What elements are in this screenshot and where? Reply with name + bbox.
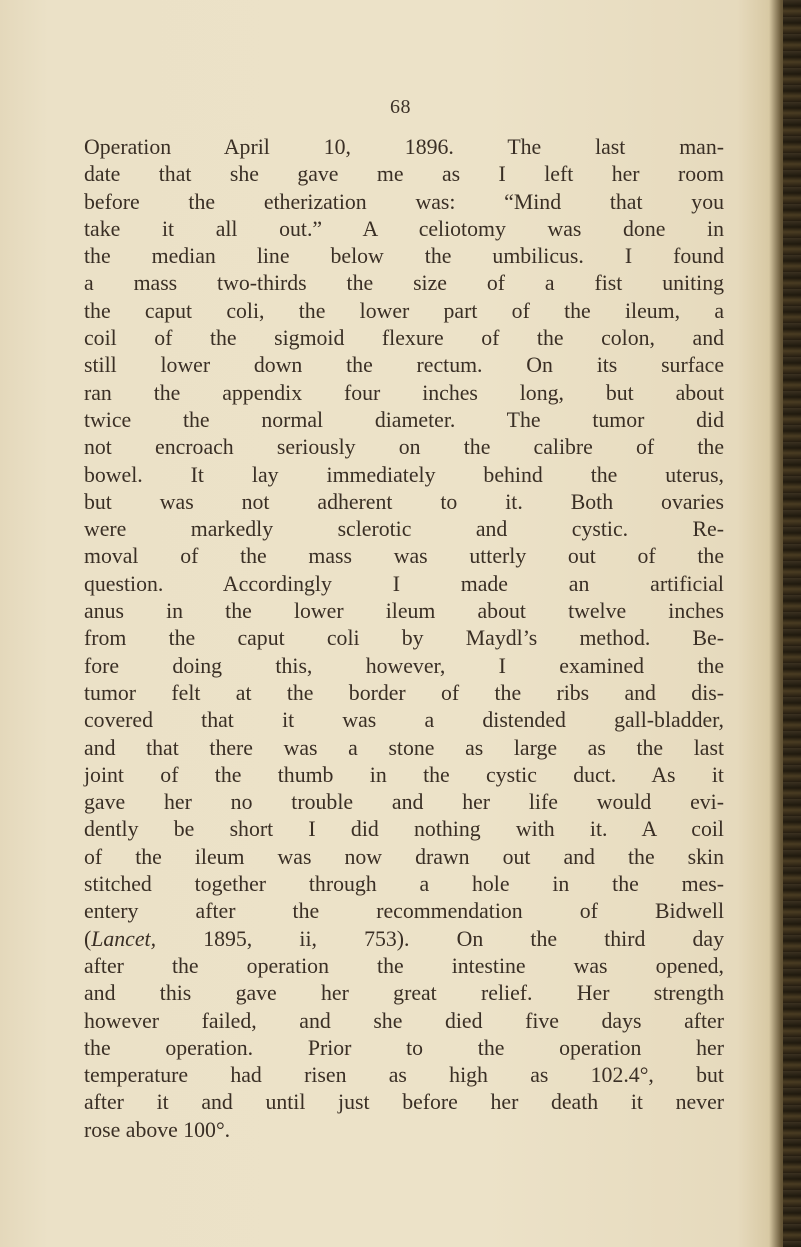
text-line: bowel. It lay immediately behind the uterus, [84, 462, 724, 487]
text-line: from the caput coli by Maydl’s method. Be- [84, 626, 724, 651]
text-line: before the etherization was: “Mind that you [84, 189, 724, 214]
text-line: question. Accordingly I made an artificial [84, 571, 724, 596]
text-line: tumor felt at the border of the ribs and dis- [84, 680, 724, 705]
text-line: twice the normal diameter. The tumor did [84, 407, 724, 432]
text-line: a mass two-thirds the size of a fist uniting [84, 271, 724, 296]
text-line: and this gave her great relief. Her strength [84, 981, 724, 1006]
citation-open-paren: ( [84, 926, 92, 951]
text-line: take it all out.” A celiotomy was done in [84, 216, 724, 241]
book-spine-edge [783, 0, 801, 1247]
text-line: ran the appendix four inches long, but about [84, 380, 724, 405]
text-line: fore doing this, however, I examined the [84, 653, 724, 678]
text-line: however failed, and she died five days after [84, 1008, 724, 1033]
text-line: gave her no trouble and her life would evi- [84, 790, 724, 815]
text-line: anus in the lower ileum about twelve inches [84, 599, 724, 624]
text-line: covered that it was a distended gall-bladder, [84, 708, 724, 733]
text-line: coil of the sigmoid flexure of the colon, and [84, 326, 724, 351]
text-line: dently be short I did nothing with it. A coil [84, 817, 724, 842]
text-line: stitched together through a hole in the mes- [84, 872, 724, 897]
text-line: but was not adherent to it. Both ovaries [84, 489, 724, 514]
citation-rest: 1895, ii, 753). On the third day [156, 926, 724, 951]
page-number: 68 [390, 96, 411, 118]
text-line: after the operation the intestine was opened, [84, 953, 724, 978]
text-line: Operation April 10, 1896. The last man- [84, 135, 724, 159]
text-line: the caput coli, the lower part of the ileum, a [84, 298, 724, 323]
text-line: temperature had risen as high as 102.4°, but [84, 1063, 724, 1088]
text-line: moval of the mass was utterly out of the [84, 544, 724, 569]
text-line: after it and until just before her death it never [84, 1090, 724, 1115]
text-line: rose above 100°. [84, 1117, 231, 1142]
text-line: entery after the recommendation of Bidwell [84, 899, 724, 924]
journal-name: Lancet, [91, 926, 157, 951]
text-line: the median line below the umbilicus. I found [84, 244, 724, 269]
text-line: still lower down the rectum. On its surface [84, 353, 724, 378]
body-paragraph [84, 134, 724, 1144]
text-line: the operation. Prior to the operation her [84, 1035, 724, 1060]
text-line: not encroach seriously on the calibre of the [84, 435, 724, 460]
text-line-citation [84, 926, 724, 953]
text-line: and that there was a stone as large as the last [84, 735, 724, 760]
text-line: joint of the thumb in the cystic duct. As it [84, 762, 724, 787]
text-line: of the ileum was now drawn out and the skin [84, 844, 724, 869]
text-line: date that she gave me as I left her room [84, 162, 724, 187]
text-line: were markedly sclerotic and cystic. Re- [84, 517, 724, 542]
